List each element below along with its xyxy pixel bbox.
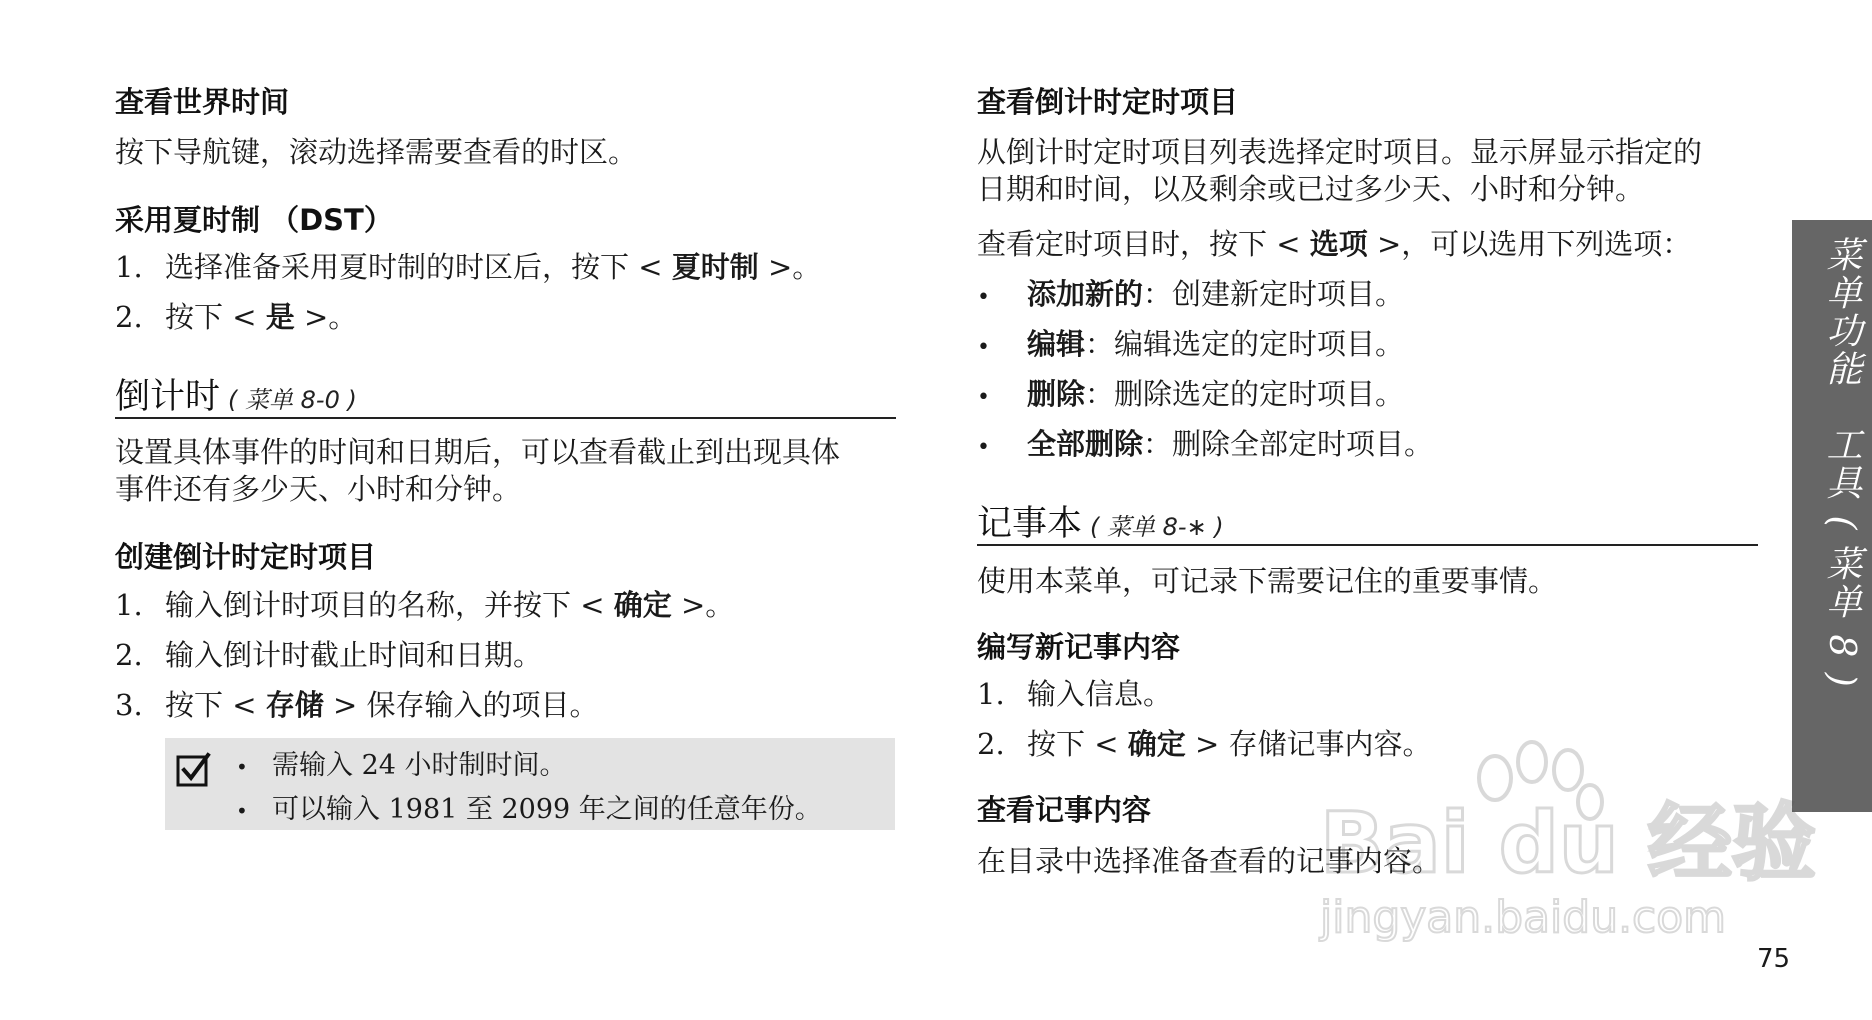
dst-heading: 采用夏时制 （DST） xyxy=(115,203,393,237)
checkbox-note-icon xyxy=(176,751,212,787)
view-desc-line-1: 从倒计时定时项目列表选择定时项目。显示屏显示指定的 xyxy=(977,135,1703,169)
view-countdown-heading: 查看倒计时定时项目 xyxy=(977,85,1239,119)
memo-desc: 使用本菜单，可记录下需要记住的重要事情。 xyxy=(977,564,1558,598)
option-item: • 全部删除：删除全部定时项目。 xyxy=(977,427,1434,461)
option-item: • 删除：删除选定的定时项目。 xyxy=(977,377,1405,411)
create-step-3: 3. 按下 < 存储 > 保存输入的项目。 xyxy=(115,688,599,722)
countdown-menu-ref: ( 菜单 8-0 ) xyxy=(228,386,357,414)
countdown-section-title: 倒计时 ( 菜单 8-0 ) xyxy=(115,377,357,417)
view-desc-line-2: 日期和时间，以及剩余或已过多少天、小时和分钟。 xyxy=(977,172,1645,206)
read-memo-desc: 在目录中选择准备查看的记事内容。 xyxy=(977,844,1442,878)
note-item-1: • 需输入 24 小时制时间。 xyxy=(236,750,567,781)
note-item-2: • 可以输入 1981 至 2099 年之间的任意年份。 xyxy=(236,794,822,825)
create-step-2: 2. 输入倒计时截止时间和日期。 xyxy=(115,638,543,672)
memo-menu-ref: ( 菜单 8-∗ ) xyxy=(1090,513,1224,541)
countdown-desc-line-2: 事件还有多少天、小时和分钟。 xyxy=(115,472,522,506)
option-item: • 编辑：编辑选定的定时项目。 xyxy=(977,327,1405,361)
svg-text:jingyan.baidu.com: jingyan.baidu.com xyxy=(1320,892,1727,943)
write-memo-heading: 编写新记事内容 xyxy=(977,630,1181,664)
options-intro: 查看定时项目时，按下 < 选项 >，可以选用下列选项： xyxy=(977,227,1692,261)
write-step-1: 1. 输入信息。 xyxy=(977,677,1173,711)
memo-section-title: 记事本 ( 菜单 8-∗ ) xyxy=(977,504,1224,544)
memo-title-rule xyxy=(977,544,1758,546)
dst-step-1: 1. 选择准备采用夏时制的时区后，按下 < 夏时制 >。 xyxy=(115,250,822,284)
create-step-1: 1. 输入倒计时项目的名称，并按下 < 确定 >。 xyxy=(115,588,735,622)
side-tab-label: 菜单功能 工具 ( 菜单 8 ) xyxy=(1821,236,1862,689)
page-number: 75 xyxy=(1757,944,1791,974)
world-time-text: 按下导航键，滚动选择需要查看的时区。 xyxy=(115,135,638,169)
option-item: • 添加新的：创建新定时项目。 xyxy=(977,277,1405,311)
create-countdown-heading: 创建倒计时定时项目 xyxy=(115,540,377,574)
dst-step-2: 2. 按下 < 是 >。 xyxy=(115,300,358,334)
countdown-desc-line-1: 设置具体事件的时间和日期后，可以查看截止到出现具体 xyxy=(115,435,841,469)
svg-text:Bai du 经验: Bai du 经验 xyxy=(1320,794,1816,892)
baidu-jingyan-watermark xyxy=(1320,740,1816,943)
world-time-heading: 查看世界时间 xyxy=(115,85,290,119)
countdown-title-rule xyxy=(115,417,896,419)
read-memo-heading: 查看记事内容 xyxy=(977,793,1152,827)
write-step-2: 2. 按下 < 确定 > 存储记事内容。 xyxy=(977,727,1432,761)
